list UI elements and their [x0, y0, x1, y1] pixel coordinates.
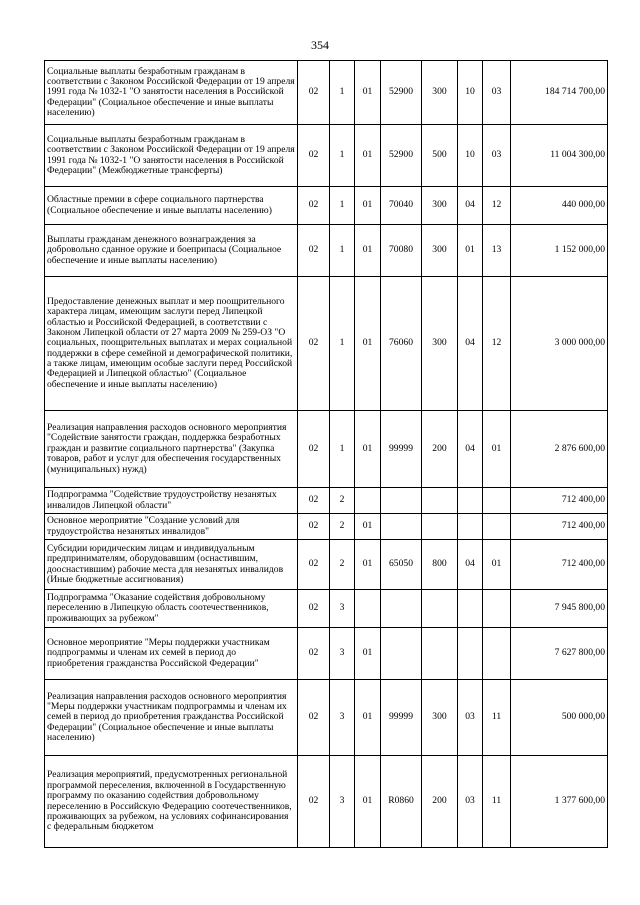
amount: 712 400,00 — [511, 540, 608, 590]
code-subsection: 12 — [483, 187, 511, 225]
row-name: Выплаты гражданам денежного вознаграждения за добровольно сданное оружие и боеприпасы (Социальное обеспечение и иные выплаты населению) — [45, 225, 298, 277]
table-row — [45, 514, 608, 540]
table-row — [45, 125, 608, 187]
row-name: Социальные выплаты безработным гражданам в соответствии с Законом Российской Федерации от 19 апреля 1991 года № 1032-1 "О занятости населения в Российской Федерации" (Социальное обеспечение и иные выплаты населению) — [45, 61, 298, 125]
code-program: 02 — [298, 540, 330, 590]
code-program: 02 — [298, 61, 330, 125]
code-activity: 01 — [355, 680, 381, 756]
code-direction: 76060 — [381, 277, 422, 411]
code-subprogram: 3 — [330, 628, 355, 680]
code-section — [458, 514, 483, 540]
code-activity: 01 — [355, 514, 381, 540]
code-activity: 01 — [355, 125, 381, 187]
code-section — [458, 488, 483, 514]
code-direction — [381, 590, 422, 628]
code-activity: 01 — [355, 187, 381, 225]
code-program: 02 — [298, 680, 330, 756]
amount: 1 152 000,00 — [511, 225, 608, 277]
code-activity: 01 — [355, 756, 381, 848]
code-expense-type: 200 — [422, 411, 458, 488]
code-subprogram: 2 — [330, 540, 355, 590]
code-subprogram: 2 — [330, 514, 355, 540]
amount: 500 000,00 — [511, 680, 608, 756]
code-section: 04 — [458, 277, 483, 411]
code-subsection: 12 — [483, 277, 511, 411]
code-activity: 01 — [355, 411, 381, 488]
code-subsection: 01 — [483, 411, 511, 488]
page-number: 354 — [311, 38, 329, 52]
code-direction: 52900 — [381, 61, 422, 125]
code-expense-type: 300 — [422, 187, 458, 225]
code-subsection: 11 — [483, 680, 511, 756]
code-activity: 01 — [355, 225, 381, 277]
code-program: 02 — [298, 756, 330, 848]
amount: 440 000,00 — [511, 187, 608, 225]
budget-table — [44, 60, 608, 848]
code-program: 02 — [298, 411, 330, 488]
code-subprogram: 1 — [330, 277, 355, 411]
code-subsection — [483, 514, 511, 540]
code-program: 02 — [298, 628, 330, 680]
row-name: Предоставление денежных выплат и мер поощрительного характера лицам, имеющим заслуги перед Липецкой областью и Российской Федерацией, в соответствии с Законом Липецкой области от 27 марта 2009 № 259-ОЗ "О социальных, поощрительных выплатах и мерах социальной поддержки в сфере семейной и демографической политики, а также лицам, имеющим особые заслуги перед Российской Федерацией и Липецкой областью" (Социальное обеспечение и иные выплаты населению) — [45, 277, 298, 411]
amount: 1 377 600,00 — [511, 756, 608, 848]
code-activity: 01 — [355, 628, 381, 680]
row-name: Субсидии юридическим лицам и индивидуальным предпринимателям, оборудовавшим (оснастившим, дооснастившим) рабочие места для незанятых инвалидов (Иные бюджетные ассигнования) — [45, 540, 298, 590]
code-direction — [381, 628, 422, 680]
code-direction: R0860 — [381, 756, 422, 848]
amount: 7 945 800,00 — [511, 590, 608, 628]
code-program: 02 — [298, 125, 330, 187]
amount: 712 400,00 — [511, 488, 608, 514]
code-subprogram: 1 — [330, 187, 355, 225]
row-name: Областные премии в сфере социального партнерства (Социальное обеспечение и иные выплаты населению) — [45, 187, 298, 225]
row-name: Реализация направления расходов основного мероприятия "Содействие занятости граждан, поддержка безработных граждан и развитие социального партнерства" (Закупка товаров, работ и услуг для обеспечения государственных (муниципальных) нужд) — [45, 411, 298, 488]
table-row — [45, 488, 608, 514]
table-row — [45, 187, 608, 225]
code-subsection — [483, 628, 511, 680]
table-row — [45, 411, 608, 488]
row-name: Реализация направления расходов основного мероприятия "Меры поддержки участникам подпрограммы и членам их семей в период до приобретения гражданства Российской Федерации" (Социальное обеспечение и иные выплаты населению) — [45, 680, 298, 756]
code-direction: 52900 — [381, 125, 422, 187]
row-name: Подпрограмма "Содействие трудоустройству незанятых инвалидов Липецкой области" — [45, 488, 298, 514]
code-expense-type: 800 — [422, 540, 458, 590]
code-subprogram: 1 — [330, 411, 355, 488]
code-direction: 99999 — [381, 411, 422, 488]
code-section — [458, 628, 483, 680]
amount: 3 000 000,00 — [511, 277, 608, 411]
code-direction: 65050 — [381, 540, 422, 590]
code-section: 01 — [458, 225, 483, 277]
code-subprogram: 3 — [330, 590, 355, 628]
code-activity: 01 — [355, 277, 381, 411]
code-program: 02 — [298, 187, 330, 225]
code-activity: 01 — [355, 540, 381, 590]
amount: 2 876 600,00 — [511, 411, 608, 488]
code-expense-type — [422, 590, 458, 628]
amount: 184 714 700,00 — [511, 61, 608, 125]
row-name: Основное мероприятие "Меры поддержки участникам подпрограммы и членам их семей в период до приобретения гражданства Российской Федерации" — [45, 628, 298, 680]
code-direction: 70080 — [381, 225, 422, 277]
table-row — [45, 61, 608, 125]
code-section: 10 — [458, 125, 483, 187]
code-subsection: 01 — [483, 540, 511, 590]
code-expense-type — [422, 488, 458, 514]
code-direction — [381, 488, 422, 514]
code-subprogram: 1 — [330, 61, 355, 125]
code-program: 02 — [298, 514, 330, 540]
code-expense-type: 300 — [422, 277, 458, 411]
code-section: 04 — [458, 187, 483, 225]
table-row — [45, 680, 608, 756]
code-direction — [381, 514, 422, 540]
row-name: Основное мероприятие "Создание условий для трудоустройства незанятых инвалидов" — [45, 514, 298, 540]
code-section: 03 — [458, 756, 483, 848]
code-direction: 70040 — [381, 187, 422, 225]
table-row — [45, 628, 608, 680]
row-name: Социальные выплаты безработным гражданам в соответствии с Законом Российской Федерации от 19 апреля 1991 года № 1032-1 "О занятости населения в Российской Федерации" (Межбюджетные трансферты) — [45, 125, 298, 187]
code-section: 03 — [458, 680, 483, 756]
code-subprogram: 2 — [330, 488, 355, 514]
code-subsection: 11 — [483, 756, 511, 848]
code-expense-type — [422, 628, 458, 680]
code-activity — [355, 590, 381, 628]
code-subsection: 13 — [483, 225, 511, 277]
code-section: 10 — [458, 61, 483, 125]
code-subsection: 03 — [483, 125, 511, 187]
code-activity — [355, 488, 381, 514]
amount: 712 400,00 — [511, 514, 608, 540]
code-expense-type — [422, 514, 458, 540]
table-row — [45, 277, 608, 411]
code-program: 02 — [298, 277, 330, 411]
amount: 11 004 300,00 — [511, 125, 608, 187]
code-section: 04 — [458, 540, 483, 590]
amount: 7 627 800,00 — [511, 628, 608, 680]
code-expense-type: 300 — [422, 225, 458, 277]
code-expense-type: 200 — [422, 756, 458, 848]
code-activity: 01 — [355, 61, 381, 125]
code-program: 02 — [298, 225, 330, 277]
code-subprogram: 1 — [330, 125, 355, 187]
code-section: 04 — [458, 411, 483, 488]
code-expense-type: 500 — [422, 125, 458, 187]
code-subprogram: 1 — [330, 225, 355, 277]
row-name: Подпрограмма "Оказание содействия добровольному переселению в Липецкую область соотечественников, проживающих за рубежом" — [45, 590, 298, 628]
code-expense-type: 300 — [422, 61, 458, 125]
table-row — [45, 540, 608, 590]
code-program: 02 — [298, 488, 330, 514]
table-row — [45, 756, 608, 848]
table-row — [45, 590, 608, 628]
table-row — [45, 225, 608, 277]
code-subsection: 03 — [483, 61, 511, 125]
code-subsection — [483, 590, 511, 628]
code-expense-type: 300 — [422, 680, 458, 756]
code-direction: 99999 — [381, 680, 422, 756]
code-subprogram: 3 — [330, 680, 355, 756]
code-subprogram: 3 — [330, 756, 355, 848]
code-section — [458, 590, 483, 628]
code-program: 02 — [298, 590, 330, 628]
code-subsection — [483, 488, 511, 514]
row-name: Реализация мероприятий, предусмотренных региональной программой переселения, включенной в Государственную программу по оказанию содействия добровольному переселению в Российскую Федерацию соотечественников, проживающих за рубежом, на условиях софинансирования с федеральным бюджетом — [45, 756, 298, 848]
